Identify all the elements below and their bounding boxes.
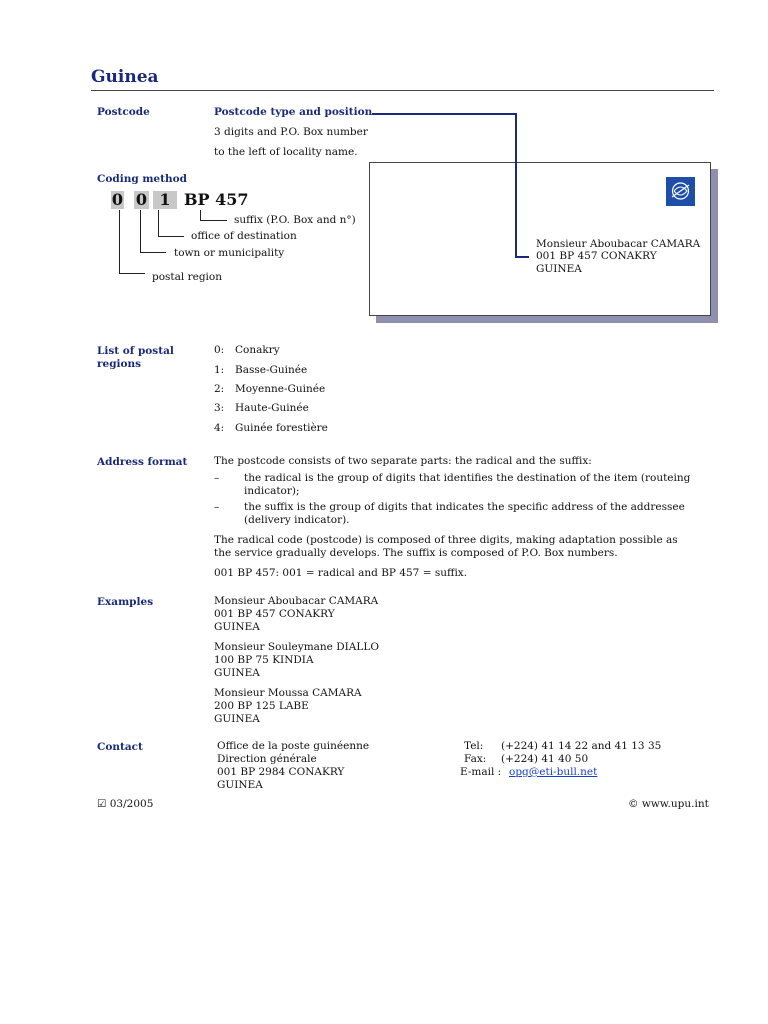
bullet-1-line-2: indicator);	[244, 485, 300, 497]
footer-site: © www.upu.int	[628, 798, 709, 810]
suffix-connector-h	[200, 220, 227, 221]
footer-date: ☑ 03/2005	[97, 798, 154, 810]
example-line: 001 BP 457 CONAKRY	[214, 608, 335, 620]
envelope-address-line-3: GUINEA	[536, 263, 582, 275]
contact-line: Direction générale	[217, 753, 317, 765]
bullet-2-line-2: (delivery indicator).	[244, 514, 350, 526]
region-label: postal region	[152, 271, 223, 283]
address-format-label: Address format	[97, 456, 188, 468]
example-line: 100 BP 75 KINDIA	[214, 654, 314, 666]
contact-label: Contact	[97, 741, 143, 753]
example-line: GUINEA	[214, 667, 260, 679]
examples-label: Examples	[97, 596, 154, 608]
contact-line: Office de la poste guinéenne	[217, 740, 370, 752]
town-label: town or municipality	[174, 247, 285, 259]
address-format-intro: The postcode consists of two separate parts: the radical and the suffix:	[214, 455, 592, 467]
paragraph-2-line-1: The radical code (postcode) is composed of three digits, making adaptation possible as	[214, 534, 678, 546]
regions-label-line-2: regions	[97, 358, 142, 370]
region-name: Guinée forestière	[235, 422, 328, 434]
digit-office: 1	[153, 191, 177, 209]
example-line: Monsieur Souleymane DIALLO	[214, 641, 379, 653]
postcode-desc-2: to the left of locality name.	[214, 146, 358, 158]
region-code: 0:	[214, 344, 225, 356]
region-connector-h	[119, 273, 145, 274]
example-line: 200 BP 125 LABE	[214, 700, 309, 712]
region-name: Moyenne-Guinée	[235, 383, 326, 395]
envelope-address-line-2: 001 BP 457 CONAKRY	[536, 250, 657, 262]
page-title: Guinea	[91, 67, 159, 87]
office-connector-h	[158, 236, 184, 237]
tel-value: (+224) 41 14 22 and 41 13 35	[501, 740, 662, 752]
example-line: Monsieur Aboubacar CAMARA	[214, 595, 379, 607]
paragraph-2-line-2: the service gradually develops. The suffix is composed of P.O. Box numbers.	[214, 547, 618, 559]
region-code: 1:	[214, 364, 225, 376]
region-name: Conakry	[235, 344, 280, 356]
postcode-desc-1: 3 digits and P.O. Box number	[214, 126, 368, 138]
region-code: 2:	[214, 383, 225, 395]
paragraph-3: 001 BP 457: 001 = radical and BP 457 = suffix.	[214, 567, 468, 579]
example-line: Monsieur Moussa CAMARA	[214, 687, 362, 699]
postcode-label: Postcode	[97, 106, 150, 118]
contact-line: 001 BP 2984 CONAKRY	[217, 766, 345, 778]
digit-region: 0	[111, 190, 124, 209]
office-label: office of destination	[191, 230, 297, 242]
tel-label: Tel:	[464, 740, 484, 752]
example-line: GUINEA	[214, 713, 260, 725]
postcode-type-label: Postcode type and position	[214, 106, 373, 118]
office-connector	[158, 210, 159, 237]
coding-method-label: Coding method	[97, 173, 187, 185]
upu-logo-icon	[666, 177, 695, 206]
pointer-line-end	[515, 256, 529, 258]
bullet-2-line-1: the suffix is the group of digits that indicates the specific address of the addressee	[244, 501, 685, 513]
contact-line: GUINEA	[217, 779, 263, 791]
region-code: 3:	[214, 402, 225, 414]
example-line: GUINEA	[214, 621, 260, 633]
envelope-address-line-1: Monsieur Aboubacar CAMARA	[536, 238, 701, 250]
box-number: BP 457	[184, 190, 249, 209]
regions-label-line-1: List of postal	[97, 345, 174, 357]
region-name: Haute-Guinée	[235, 402, 309, 414]
bullet-dash: –	[214, 501, 220, 513]
bullet-1-line-1: the radical is the group of digits that identifies the destination of the item (routeing	[244, 472, 691, 484]
digit-town: 0	[135, 190, 148, 209]
region-connector	[119, 210, 120, 274]
fax-value: (+224) 41 40 50	[501, 753, 589, 765]
bullet-dash: –	[214, 472, 220, 484]
town-connector	[140, 210, 141, 253]
region-name: Basse-Guinée	[235, 364, 308, 376]
fax-label: Fax:	[464, 753, 487, 765]
pointer-line-v	[515, 113, 517, 258]
town-connector-h	[140, 252, 166, 253]
email-link[interactable]: opg@eti-bull.net	[509, 766, 598, 778]
suffix-label: suffix (P.O. Box and n°)	[234, 214, 356, 226]
pointer-line-h	[372, 113, 517, 115]
email-label: E-mail :	[460, 766, 502, 778]
title-rule	[91, 90, 714, 91]
region-code: 4:	[214, 422, 225, 434]
